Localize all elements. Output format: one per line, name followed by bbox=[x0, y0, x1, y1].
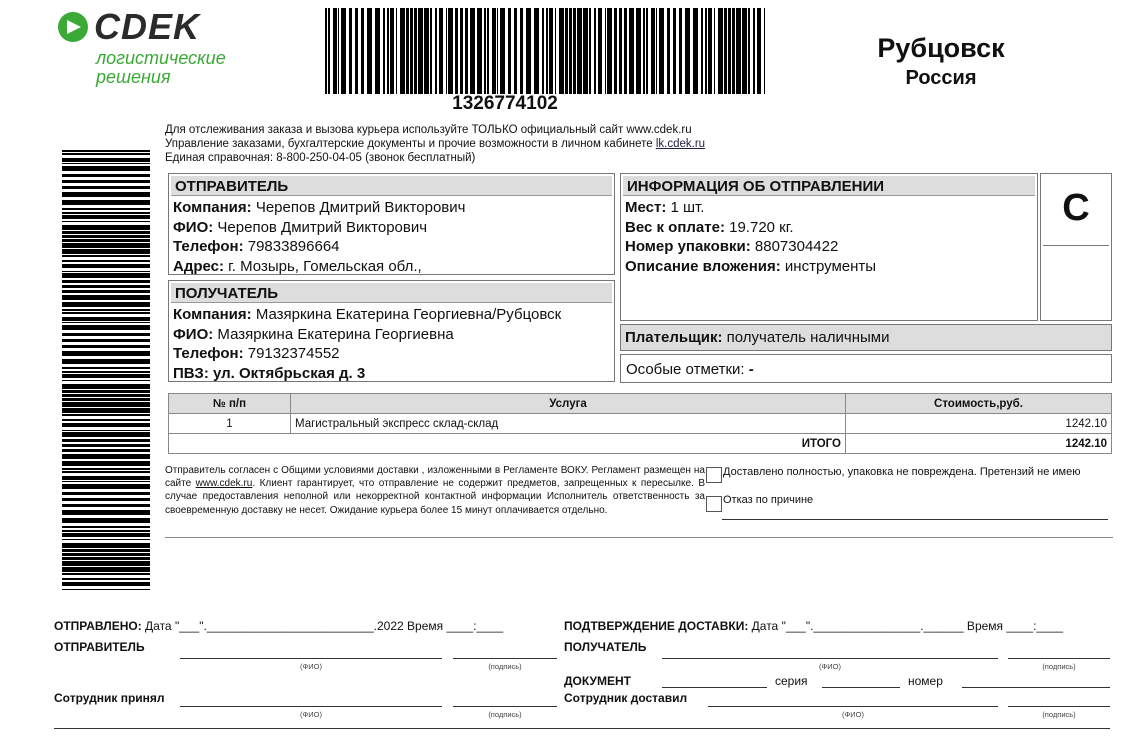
sent-line: ОТПРАВЛЕНО: Дата "___"._________________________.2022 Время ____:____ bbox=[54, 619, 504, 633]
logo-tagline: логистические решения bbox=[96, 48, 226, 87]
refused-label: Отказ по причине bbox=[723, 494, 814, 506]
logo-brand: CDEK bbox=[94, 6, 201, 47]
special-marks: Особые отметки: - bbox=[620, 354, 1112, 383]
refused-checkbox[interactable] bbox=[706, 496, 722, 512]
logo-icon bbox=[58, 12, 88, 42]
info-lines: Для отслеживания заказа и вызова курьера используйте ТОЛЬКО официальный сайт www.cdek.ru Управление заказами, бухгалтерские документы и прочие возможности в личном кабинете lk.cdek.ru Единая справочная: 8-800-250-04-05 (звонок бесплатный) bbox=[165, 124, 706, 164]
payer: Плательщик: получатель наличными bbox=[620, 324, 1112, 351]
delivered-checkbox[interactable] bbox=[706, 467, 722, 483]
confirm-line: ПОДТВЕРЖДЕНИЕ ДОСТАВКИ: Дата "___".________________.______ Время ____:____ bbox=[564, 619, 1064, 633]
recipient-box: ПОЛУЧАТЕЛЬ Компания: Мазяркина Екатерина Георгиевна/Рубцовск ФИО: Мазяркина Екатерина Георгиевна Телефон: 79132374552 ПВЗ: ул. Октябрьская д. 3 bbox=[168, 280, 615, 382]
lk-link[interactable]: lk.cdek.ru bbox=[655, 138, 706, 150]
destination-country: Россия bbox=[905, 67, 977, 89]
tracking-number: 1326774102 bbox=[452, 93, 558, 114]
barcode bbox=[325, 8, 765, 94]
table-row: 1 Магистральный экспресс склад-склад 1242.10 bbox=[169, 414, 1112, 434]
code-letter: C bbox=[1043, 176, 1109, 246]
shipment-box: ИНФОРМАЦИЯ ОБ ОТПРАВЛЕНИИ Мест: 1 шт. Вес к оплате: 19.720 кг. Номер упаковки: 8807304422 Описание вложения: инструменты bbox=[620, 173, 1038, 321]
code-letter-box bbox=[1040, 173, 1112, 321]
vertical-barcode bbox=[62, 150, 150, 592]
delivered-label: Доставлено полностью, упаковка не повреждена. Претензий не имею bbox=[723, 466, 1081, 478]
services-table: № п/п Услуга Стоимость,руб. 1 Магистральный экспресс склад-склад 1242.10 ИТОГО 1242.10 bbox=[168, 393, 1112, 454]
cdek-link[interactable]: www.cdek.ru bbox=[195, 478, 253, 490]
terms-text: Отправитель согласен с Общими условиями доставки , изложенными в Регламенте ВОКУ. Регламент размещен на сайте www.cdek.ru. Клиент гарантирует, что отправление не содержит предметов, запрещенных к пересылке. В случае предоставления неполной или некорректной контактной информации Исполнитель ответственность за своевременную доставку не несет. Ожидание курьера более 15 минут оплачивается отдельно. bbox=[165, 465, 705, 516]
sender-box: ОТПРАВИТЕЛЬ Компания: Черепов Дмитрий Викторович ФИО: Черепов Дмитрий Викторович Телефон: 79833896664 Адрес: г. Мозырь, Гомельская обл., bbox=[168, 173, 615, 275]
destination-city: Рубцовск bbox=[877, 33, 1005, 63]
